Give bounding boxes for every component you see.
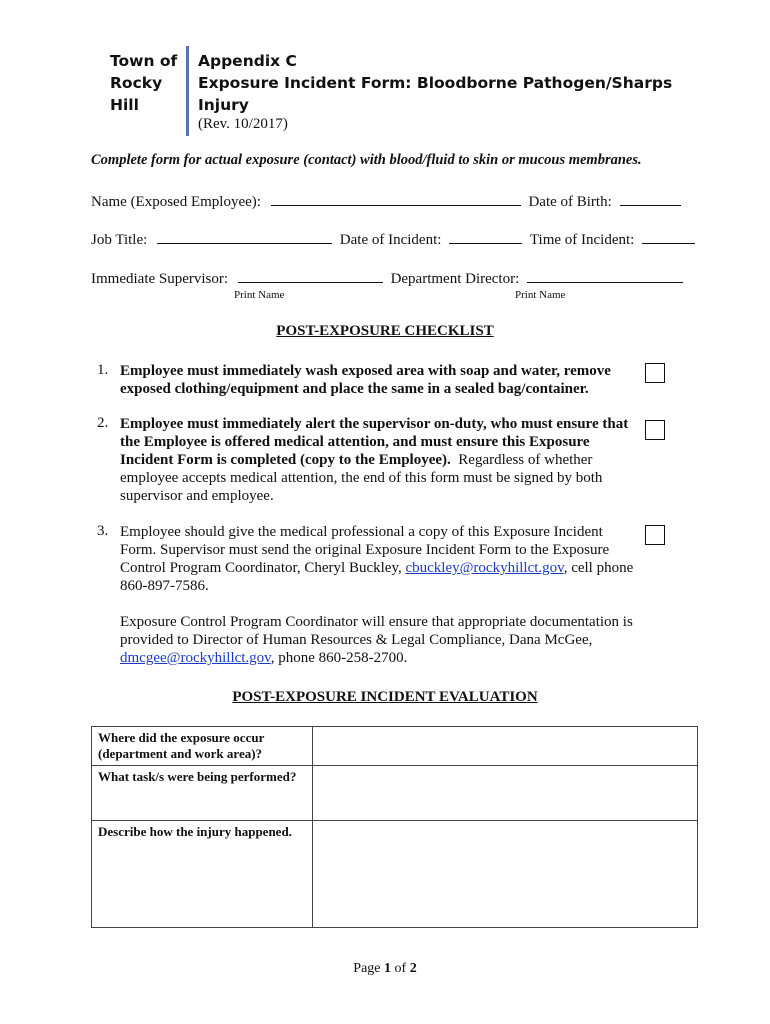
- job-row: [91, 230, 695, 249]
- checklist-item-2-checkbox[interactable]: [645, 420, 665, 440]
- checklist-item-number: 1.: [97, 362, 109, 378]
- checklist-item-number: 3.: [97, 523, 109, 539]
- checklist-item-number: 2.: [97, 415, 109, 431]
- total-pages: 2: [409, 961, 417, 976]
- of-label: of: [394, 961, 407, 976]
- job-title-field[interactable]: [157, 230, 332, 244]
- checklist-item-3-checkbox[interactable]: [645, 525, 665, 545]
- dob-label: Date of Birth:: [528, 194, 612, 210]
- hr-email-link[interactable]: dmcgee@rockyhillct.gov: [120, 650, 271, 666]
- checklist-item-2-bold: Employee must immediately alert the supervisor on-duty, who must ensure that the Employee is offered medical attention, and must ensure this Exposure Incident Form is completed (copy to the Employee).: [120, 416, 629, 468]
- org-line-1: Town of: [110, 52, 178, 70]
- org-line-2: Rocky: [110, 74, 163, 92]
- coordinator-note: [120, 613, 642, 667]
- evaluation-answer-field[interactable]: [313, 766, 698, 821]
- checklist-item-3-text-after: , cell phone 860-897-7586.: [120, 560, 634, 594]
- org-line-3: Hill: [110, 96, 139, 114]
- evaluation-question: Describe how the injury happened.: [92, 821, 313, 928]
- name-field[interactable]: [271, 192, 521, 206]
- checklist-item-3-text: [120, 523, 642, 595]
- table-row: [92, 821, 698, 928]
- supervisor-row: [91, 269, 683, 288]
- table-row: [92, 766, 698, 821]
- current-page: 1: [384, 961, 392, 976]
- print-name-hint-supervisor: Print Name: [234, 289, 285, 301]
- incident-date-field[interactable]: [449, 230, 522, 244]
- table-row: [92, 727, 698, 766]
- incident-time-field[interactable]: [642, 230, 695, 244]
- checklist-item-1-checkbox[interactable]: [645, 363, 665, 383]
- evaluation-heading: POST-EXPOSURE INCIDENT EVALUATION: [232, 689, 538, 705]
- checklist-item-1-bold: Employee must immediately wash exposed area with soap and water, remove exposed clothing/equipment and place the same in a sealed bag/container.: [120, 363, 611, 397]
- checklist-item-1-text: [120, 362, 642, 398]
- evaluation-table: [91, 726, 698, 928]
- coordinator-email-link[interactable]: cbuckley@rockyhillct.gov: [405, 560, 564, 576]
- checklist-item-3-text-before: Employee should give the medical professional a copy of this Exposure Incident Form. Supervisor must send the original Exposure Incident Form to the Exposure Control Program Coordinator, Cheryl Buckley,: [120, 524, 610, 576]
- page-label: Page: [353, 961, 381, 976]
- coordinator-note-after: , phone 860-258-2700.: [270, 650, 408, 666]
- supervisor-field[interactable]: [238, 269, 383, 283]
- job-title-label: Job Title:: [91, 232, 148, 248]
- header-divider: [186, 46, 189, 136]
- name-row: [91, 192, 681, 211]
- incident-time-label: Time of Incident:: [529, 232, 635, 248]
- name-label: Name (Exposed Employee):: [91, 194, 261, 210]
- page-number: [0, 961, 770, 977]
- supervisor-label: Immediate Supervisor:: [91, 271, 229, 287]
- form-title: [198, 50, 718, 116]
- organization-name: [110, 50, 182, 116]
- checklist-heading: POST-EXPOSURE CHECKLIST: [276, 323, 494, 339]
- evaluation-question: Where did the exposure occur (department and work area)?: [92, 727, 313, 766]
- title-line-2: Injury: [198, 96, 249, 114]
- incident-date-label: Date of Incident:: [339, 232, 442, 248]
- director-field[interactable]: [527, 269, 683, 283]
- appendix-label: Appendix C: [198, 52, 297, 70]
- revision-label: (Rev. 10/2017): [198, 116, 288, 132]
- evaluation-question: What task/s were being performed?: [92, 766, 313, 821]
- evaluation-answer-field[interactable]: [313, 727, 698, 766]
- director-label: Department Director:: [390, 271, 520, 287]
- dob-field[interactable]: [620, 192, 681, 206]
- checklist-item-2-normal: Regardless of whether employee accepts medical attention, the end of this form must be signed by both supervisor and employee.: [120, 452, 603, 504]
- intro-instruction: Complete form for actual exposure (contact) with blood/fluid to skin or mucous membranes.: [91, 152, 642, 168]
- coordinator-note-before: Exposure Control Program Coordinator will ensure that appropriate documentation is provided to Director of Human Resources & Legal Compliance, Dana McGee,: [120, 614, 633, 648]
- print-name-hint-director: Print Name: [515, 289, 566, 301]
- evaluation-answer-field[interactable]: [313, 821, 698, 928]
- title-line-1: Exposure Incident Form: Bloodborne Pathogen/Sharps: [198, 74, 673, 92]
- checklist-item-2-text: [120, 415, 642, 505]
